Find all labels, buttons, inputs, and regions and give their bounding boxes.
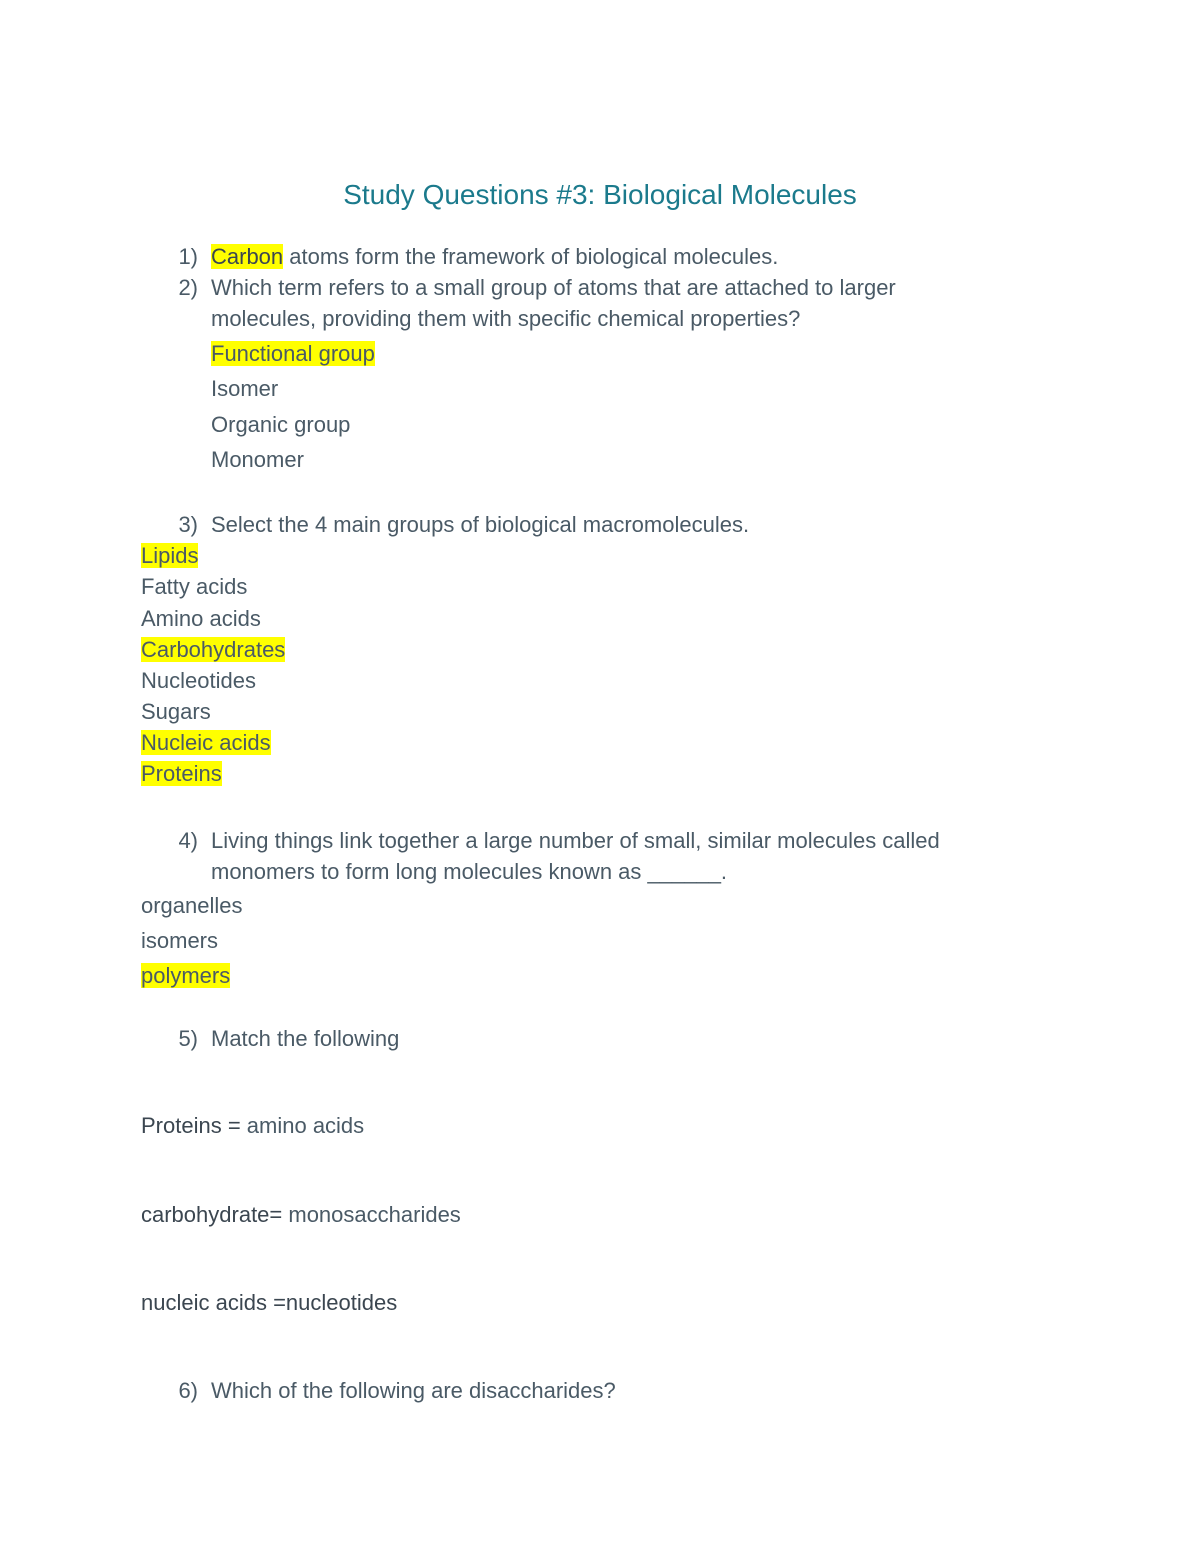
q1-text [211,243,778,271]
q5-match-carbohydrate: carbohydrate= monosaccharides [141,1202,461,1227]
q4-text-line2: monomers to form long molecules known as ______. [211,859,728,884]
q1-answer-highlight: Carbon [211,244,284,269]
q6-number: 6) [178,1378,198,1403]
q3-text: Select the 4 main groups of biological macromolecules. [211,512,750,537]
q1-number: 1) [178,244,198,269]
q4-option-organelles: organelles [141,893,243,918]
page-title: Study Questions #3: Biological Molecules [343,179,857,210]
q3-number: 3) [178,512,198,537]
q3-option-nucleic-acids: Nucleic acids [141,730,271,755]
q4-option-isomers: isomers [141,928,219,953]
q3-option-proteins: Proteins [141,761,222,786]
q3-option-fatty-acids: Fatty acids [141,574,248,599]
q2-number: 2) [178,275,198,300]
q2-text-line1: Which term refers to a small group of atoms that are attached to larger [211,275,896,300]
q1-text-rest: atoms form the framework of biological molecules. [283,244,779,269]
q2-option-organic-group: Organic group [211,412,351,437]
q5-match-nucleic-acids: nucleic acids =nucleotides [141,1290,398,1315]
q4-number: 4) [178,828,198,853]
q3-option-lipids: Lipids [141,543,199,568]
q3-option-carbohydrates: Carbohydrates [141,637,286,662]
q2-option-isomer: Isomer [211,376,279,401]
q4-option-polymers: polymers [141,963,231,988]
q2-text-line2: molecules, providing them with specific chemical properties? [211,306,801,331]
q5-match-proteins: Proteins = amino acids [141,1113,365,1138]
q2-option-functional-group: Functional group [211,341,375,366]
q5-number: 5) [178,1026,198,1051]
q3-option-nucleotides: Nucleotides [141,668,256,693]
q3-option-sugars: Sugars [141,699,211,724]
q2-option-monomer: Monomer [211,447,304,472]
q5-text: Match the following [211,1026,400,1051]
q6-text: Which of the following are disaccharides? [211,1378,616,1403]
q4-text-line1: Living things link together a large number of small, similar molecules called [211,828,940,853]
q3-option-amino-acids: Amino acids [141,606,261,631]
